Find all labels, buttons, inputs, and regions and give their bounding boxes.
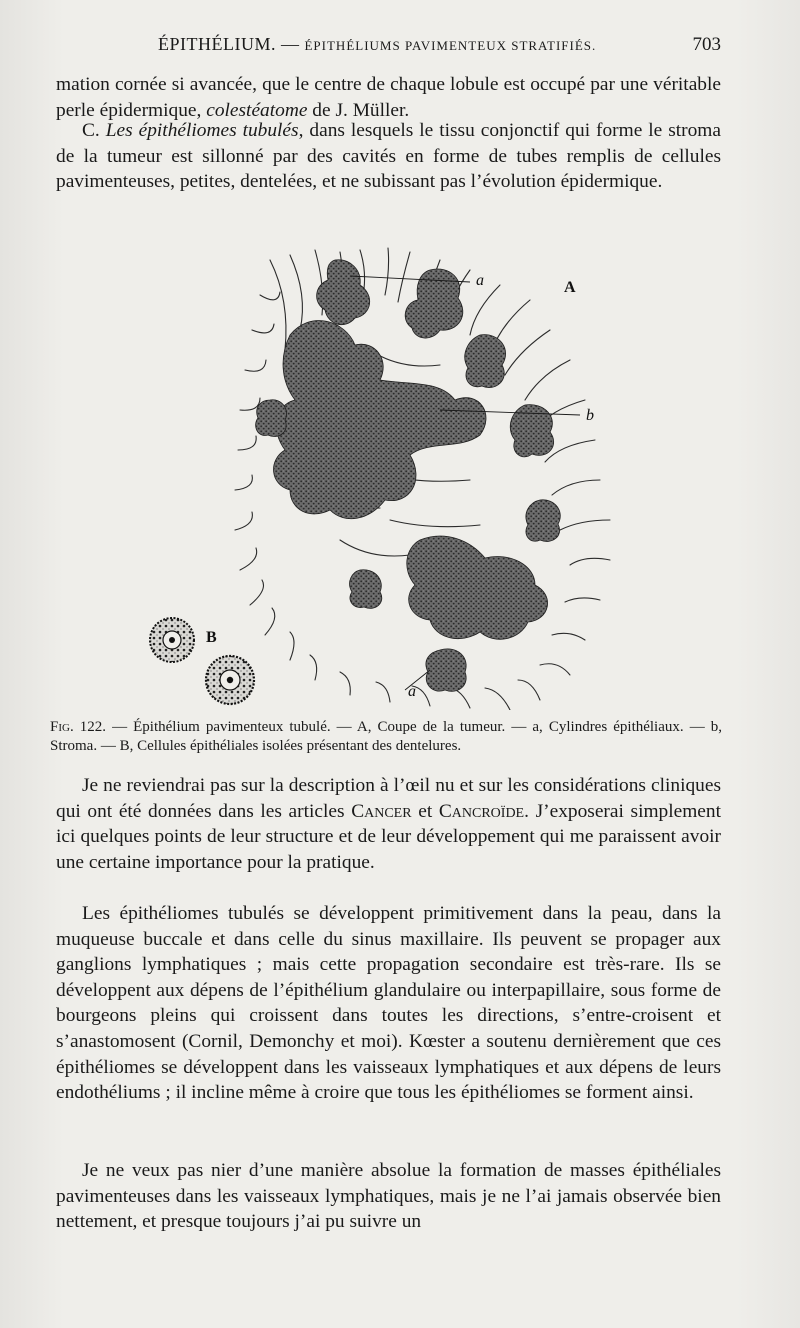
p3-text-b: et	[411, 800, 439, 822]
p2-italic-term: Les épithéliomes tubulés	[105, 120, 299, 141]
p3-article-cancroide: Cancroïde	[438, 800, 525, 822]
paragraph-5	[56, 1158, 721, 1235]
paragraph-1	[56, 72, 721, 123]
label-a-bottom: a	[408, 683, 416, 700]
tumor-section-engraving	[140, 240, 660, 710]
p3-text-a: Je ne reviendrai pas sur la description à l’œil nu et sur les considérations cliniques qui ont été données dans les articles	[56, 775, 721, 822]
caption-text: — Épithélium pavimenteux tubulé. — A, Coupe de la tumeur. — a, Cylindres épithéliaux. — b, Stroma. — B, Cellules épithéliales isolées présentant des dentelures.	[50, 719, 722, 754]
p3-article-cancer: Cancer	[351, 800, 412, 822]
figure-122-illustration	[140, 240, 660, 710]
isolated-cells-B	[150, 618, 254, 704]
label-B: B	[206, 629, 217, 646]
p3-text-c: . J’exposerai simplement ici quelques points de leur structure et de leur développement qui me paraissent avoir une certaine importance pour la pratique.	[56, 800, 721, 873]
p2-lead: C.	[82, 120, 106, 141]
paragraph-4	[56, 901, 721, 1106]
p1-text: mation cornée si avancée, que le centre de chaque lobule est occupé par une véritable perle épidermique,	[56, 74, 721, 121]
running-header	[56, 34, 721, 58]
p1-italic-term: colestéatome	[206, 99, 308, 121]
running-title-sub: ÉPITHÉLIUMS PAVIMENTEUX STRATIFIÉS.	[304, 38, 597, 53]
p1-suffix: de J. Müller.	[307, 99, 410, 121]
p4-text: Les épithéliomes tubulés se développent primitivement dans la peau, dans la muqueuse buccale et dans celle du sinus maxillaire. Ils peuvent se propager aux ganglions lymphatiques ; mais cette propagation secondaire est très-rare. Ils se développent aux dépens de l’épithélium glandulaire ou interpapillaire, sous forme de bourgeons pleins qui croissent dans toutes les directions, s’entre-croisent et s’anastomosent (Cornil, Demonchy et moi). Kœster a soutenu dernièrement que ces épithéliomes se développent dans les vaisseaux lymphatiques et aux dépens de leurs endothéliums ; il incline même à croire que tous les épithéliomes se forment ainsi.	[56, 903, 721, 1104]
figure-caption	[50, 718, 722, 756]
caption-fig-label: Fig. 122.	[50, 719, 107, 735]
label-b: b	[586, 407, 594, 424]
label-A: A	[564, 279, 576, 296]
running-title	[158, 34, 596, 55]
p5-text: Je ne veux pas nier d’une manière absolue la formation de masses épithéliales pavimenteuses dans les vaisseaux lymphatiques, mais je ne l’ai jamais observée bien nettement, et presque toujours j’ai pu suivre un	[56, 1160, 721, 1233]
paragraph-3	[56, 773, 721, 875]
running-title-main: ÉPITHÉLIUM. —	[158, 34, 300, 54]
page-number: 703	[692, 34, 721, 55]
p2-text: , dans lesquels le tissu conjonctif qui forme le stroma de la tumeur est sillonné par des cavités en forme de tubes remplis de cellules pavimenteuses, petites, dentelées, et ne subissant pas l’évolution épidermique.	[56, 120, 721, 193]
label-a-top: a	[476, 272, 484, 289]
paragraph-2	[56, 118, 721, 195]
